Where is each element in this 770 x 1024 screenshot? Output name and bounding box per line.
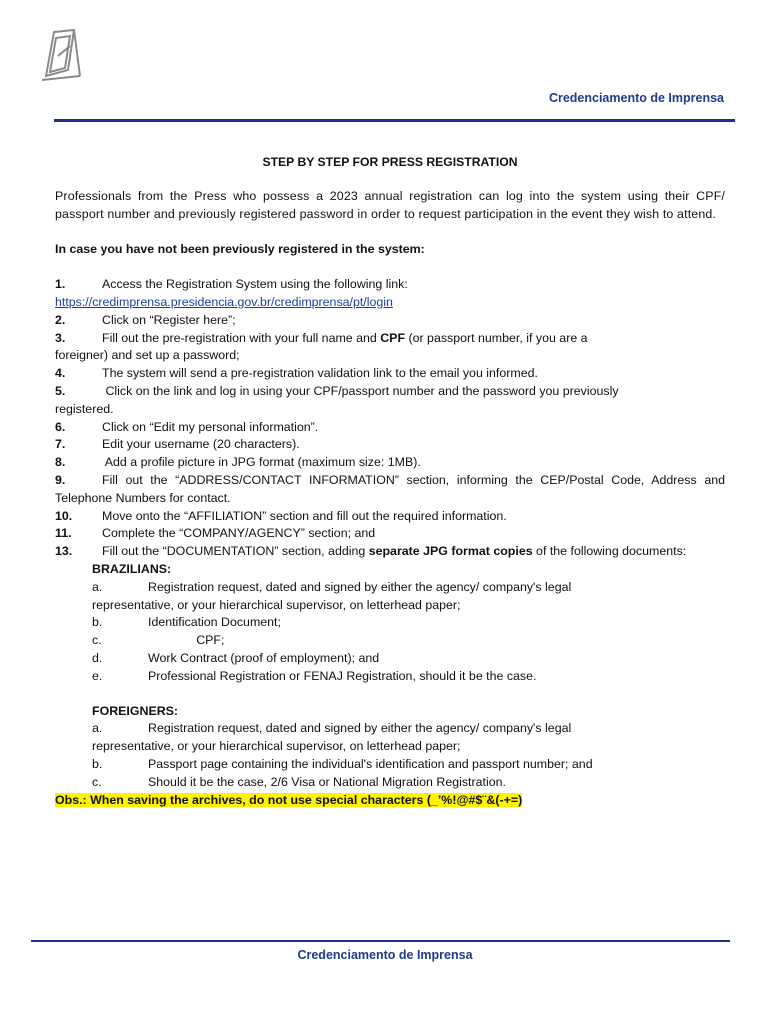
step-item: 4. The system will send a pre-registration validation link to the email you informed.	[55, 366, 538, 381]
list-item: c. CPF;	[92, 633, 225, 648]
list-item: a. Registration request, dated and signed by either the agency/ company's legal	[92, 721, 572, 736]
registration-link-text[interactable]: https://credimprensa.presidencia.gov.br/credimprensa/pt/login	[55, 294, 393, 309]
step-item: 13. Fill out the “DOCUMENTATION” section, adding separate JPG format copies of the following documents:	[55, 544, 687, 559]
step-item: 5. Click on the link and log in using your CPF/passport number and the password you previously	[55, 383, 619, 398]
list-item: b. Identification Document;	[92, 615, 281, 630]
step-item: 10. Move onto the “AFFILIATION” section and fill out the required information.	[55, 508, 507, 523]
step-item: 3. Fill out the pre-registration with your full name and CPF (or passport number, if you are a	[55, 330, 588, 345]
intro-paragraph: Professionals from the Press who possess a 2023 annual registration can log into the system using their CPF/ passport number and previously registered password in order to request participation in the event they wish to attend.	[55, 188, 725, 221]
list-item-continuation: representative, or your hierarchical supervisor, on letterhead paper;	[92, 739, 461, 754]
list-item-continuation: representative, or your hierarchical supervisor, on letterhead paper;	[92, 597, 461, 612]
step-item: 11. Complete the “COMPANY/AGENCY” section; and	[55, 526, 376, 541]
document-title: STEP BY STEP FOR PRESS REGISTRATION	[262, 155, 518, 169]
logo-icon	[40, 26, 82, 82]
list-item: b. Passport page containing the individual's identification and passport number; and	[92, 756, 593, 771]
footer-title: Credenciamento de Imprensa	[297, 948, 473, 962]
brazilians-heading: BRAZILIANS:	[92, 561, 172, 576]
step-item: 2. Click on “Register here”;	[55, 312, 236, 327]
registration-link[interactable]	[55, 294, 725, 312]
list-item: c. Should it be the case, 2/6 Visa or National Migration Registration.	[92, 774, 506, 789]
list-item: a. Registration request, dated and signed by either the agency/ company's legal	[92, 579, 572, 594]
step-item: 7. Edit your username (20 characters).	[55, 437, 300, 452]
foreigners-heading: FOREIGNERS:	[92, 703, 179, 718]
obs-note	[55, 792, 725, 810]
step-item: 1. Access the Registration System using the following link:	[55, 277, 408, 292]
step-continuation: registered.	[55, 401, 114, 416]
list-item: e. Professional Registration or FENAJ Registration, should it be the case.	[92, 668, 537, 683]
section-heading: In case you have not been previously registered in the system:	[55, 242, 425, 257]
step-item: 8. Add a profile picture in JPG format (maximum size: 1MB).	[55, 455, 421, 470]
step-continuation: foreigner) and set up a password;	[55, 348, 240, 363]
step-item: 6. Click on “Edit my personal information”.	[55, 419, 319, 434]
obs-highlight: Obs.: When saving the archives, do not use special characters (_’%!@#$¨&(-+=)	[55, 792, 523, 807]
list-item: d. Work Contract (proof of employment); and	[92, 650, 380, 665]
brazilians-list	[55, 561, 725, 792]
header-divider	[54, 119, 735, 122]
document-body	[55, 154, 725, 809]
footer-divider	[31, 940, 730, 942]
step-item: 9. Fill out the “ADDRESS/CONTACT INFORMATION” section, informing the CEP/Postal Code, Address and Telephone Numbers for contact.	[55, 472, 725, 505]
spacer	[92, 686, 725, 703]
header-title: Credenciamento de Imprensa	[548, 91, 724, 105]
